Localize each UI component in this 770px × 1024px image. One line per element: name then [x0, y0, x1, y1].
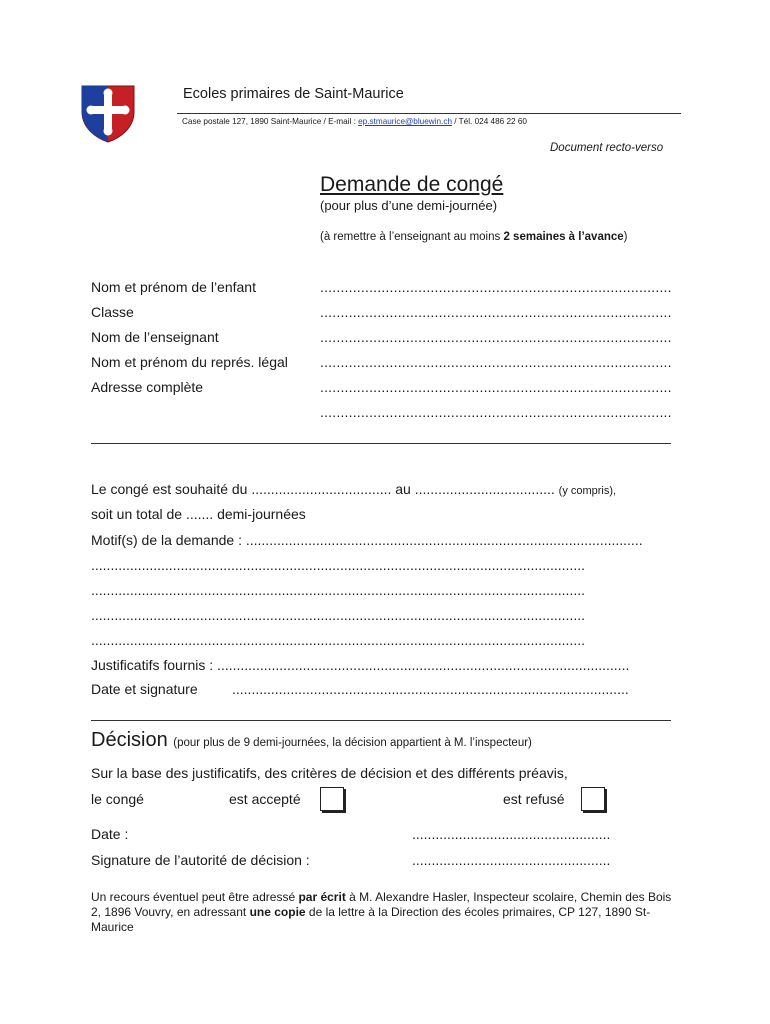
accepted-label: est accepté	[229, 791, 301, 807]
child-name-field[interactable]: ......................................................................................	[320, 279, 672, 295]
appeal-text-2: à M. Alexandre Hasler, Inspecteur scolaire, Chemin des Bois 2, 1896 Vouvry, en adressant	[91, 890, 672, 919]
address-field-line2[interactable]: ......................................................................................	[320, 404, 672, 420]
appeal-notice	[91, 890, 681, 935]
page-title: Demande de congé	[320, 173, 504, 196]
leave-to-field[interactable]: ....................................	[414, 481, 555, 497]
address-field-line1[interactable]: ......................................................................................	[320, 379, 672, 395]
accepted-checkbox[interactable]	[320, 787, 344, 811]
address-label: Adresse complète	[91, 379, 204, 395]
contact-address: Case postale 127, 1890 Saint-Maurice / E-mail :	[182, 117, 359, 126]
authority-signature-label: Signature de l’autorité de décision :	[91, 852, 310, 868]
leave-total-line	[91, 506, 306, 522]
note-emphasis: 2 semaines à l’avance	[503, 231, 624, 243]
class-field[interactable]: ......................................................................................	[320, 304, 672, 320]
child-name-label: Nom et prénom de l’enfant	[91, 279, 256, 295]
leave-dates-line	[91, 481, 616, 497]
justif-label: Justificatifs fournis :	[91, 657, 218, 673]
motif-label: Motif(s) de la demande :	[91, 532, 246, 548]
section-divider	[91, 443, 671, 444]
decision-heading	[91, 729, 532, 752]
date-signature-field[interactable]: ......................................................................................................	[232, 681, 629, 697]
included-note: (y compris),	[558, 485, 617, 497]
total-prefix: soit un total de	[91, 506, 186, 522]
contact-phone: / Tél. 024 486 22 60	[452, 117, 527, 126]
date-signature-label: Date et signature	[91, 681, 198, 697]
decision-divider	[91, 720, 671, 721]
total-field[interactable]: .......	[185, 506, 214, 522]
total-suffix: demi-journées	[213, 506, 306, 522]
teacher-label: Nom de l’enseignant	[91, 329, 219, 345]
decision-subtitle: (pour plus de 9 demi-journées, la décision appartient à M. l’inspecteur)	[173, 737, 532, 749]
page-subtitle: (pour plus d’une demi-journée)	[320, 198, 498, 213]
teacher-field[interactable]: ......................................................................................	[320, 329, 672, 345]
recto-verso-note: Document recto-verso	[550, 142, 664, 154]
decision-title: Décision	[91, 729, 168, 751]
appeal-emphasis-1: par écrit	[298, 890, 346, 904]
submission-note	[320, 231, 628, 243]
note-prefix: (à remettre à l’enseignant au moins	[320, 231, 504, 243]
school-name: Ecoles primaires de Saint-Maurice	[183, 86, 404, 102]
leave-from-field[interactable]: ....................................	[251, 481, 392, 497]
motif-field-line4[interactable]: ...............................................................................................................................	[91, 607, 585, 623]
contact-line	[182, 117, 527, 126]
motif-field[interactable]: ......................................................................................................	[245, 532, 643, 548]
decision-date-label: Date :	[91, 826, 129, 842]
contact-email-link[interactable]: ep.stmaurice@bluewin.ch	[358, 117, 452, 126]
appeal-text-3: de la lettre à la Direction des écoles primaires, CP 127, 1890 St-Maurice	[91, 905, 651, 934]
leave-label: le congé	[91, 791, 144, 807]
motif-field-line2[interactable]: ...............................................................................................................................	[91, 557, 585, 573]
motif-field-line3[interactable]: ...............................................................................................................................	[91, 582, 585, 598]
coat-of-arms-logo	[80, 84, 136, 144]
appeal-emphasis-2: une copie	[249, 905, 306, 919]
justif-field[interactable]: ..........................................................................................................	[217, 657, 630, 673]
refused-checkbox[interactable]	[581, 787, 605, 811]
motif-line	[91, 532, 643, 548]
header-divider	[177, 113, 681, 114]
note-suffix: )	[623, 231, 628, 243]
decision-basis: Sur la base des justificatifs, des critères de décision et des différents préavis,	[91, 765, 568, 781]
refused-label: est refusé	[503, 791, 565, 807]
appeal-text-1: Un recours éventuel peut être adressé	[91, 890, 299, 904]
class-label: Classe	[91, 304, 134, 320]
decision-date-field[interactable]: ...................................................	[412, 826, 611, 842]
motif-field-line5[interactable]: ...............................................................................................................................	[91, 632, 585, 648]
legal-rep-field[interactable]: ......................................................................................	[320, 354, 672, 370]
leave-from-label: Le congé est souhaité du	[91, 481, 252, 497]
leave-to-label: au	[391, 481, 415, 497]
legal-rep-label: Nom et prénom du représ. légal	[91, 354, 288, 370]
authority-signature-field[interactable]: ...................................................	[412, 852, 611, 868]
justif-line	[91, 657, 629, 673]
